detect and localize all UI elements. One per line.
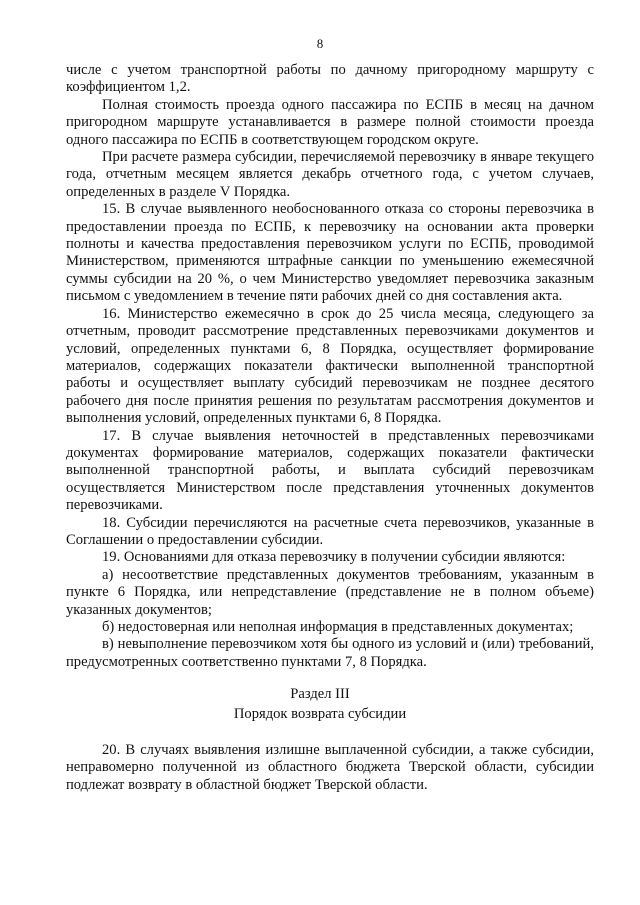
section-title: Порядок возврата субсидии [233, 706, 407, 722]
paragraph-full-fare: Полная стоимость проезда одного пассажира по ЕСПБ в месяц на дачном пригородном маршруте устанавливается в размере полной стоимости проезда одного пассажира по ЕСПБ в соответствующем городском округе. [66, 96, 594, 148]
section-body [66, 742, 594, 794]
clause-20: 20. В случаях выявления излишне выплаченной субсидии, а также субсидии, неправомерно полученной из областного бюджета Тверской области, субсидии подлежат возврату в областной бюджет Тверской области. [66, 742, 594, 793]
clause-19: 19. Основаниями для отказа перевозчику в получении субсидии являются: [102, 549, 566, 566]
page-number: 8 [316, 36, 324, 51]
clause-19-c: в) невыполнение перевозчиком хотя бы одного из условий и (или) требований, предусмотренных соответственно пунктами 7, 8 Порядка. [66, 636, 594, 670]
clause-16: 16. Министерство ежемесячно в срок до 25 числа месяца, следующего за отчетным, проводит рассмотрение представленных перевозчиками документов и условий, определенных пунктами 6, 8 Порядка, осуществляет формирование материалов, содержащих показатели фактически выполненной транспортной работы и осуществляет выплату субсидий перевозчикам не позднее десятого рабочего дня после принятия решения по результатам рассмотрения документов и выполнения условий, определенных пунктами 6, 8 Порядка. [66, 305, 594, 427]
paragraph-continuation: числе с учетом транспортной работы по дачному пригородному маршруту с коэффициентом 1,2. [66, 62, 594, 96]
clause-18: 18. Субсидии перечисляются на расчетные счета перевозчиков, указанные в Соглашении о предоставлении субсидии. [66, 514, 594, 548]
clause-17: 17. В случае выявления неточностей в представленных перевозчиками документах формирование материалов, содержащих показатели фактически выполненной транспортной работы, и выплата субсидий перевозчикам осуществляется Министерством после представления уточненных документов перевозчиками. [66, 427, 594, 514]
body-text [66, 62, 594, 671]
section-label: Раздел III [290, 686, 350, 702]
paragraph-january-subsidy: При расчете размера субсидии, перечисляемой перевозчику в январе текущего года, отчетным месяцем является декабрь отчетного года, с учетом случаев, определенных в разделе V Порядка. [66, 149, 594, 200]
clause-15: 15. В случае выявленного необоснованного отказа со стороны перевозчика в предоставлении проезда по ЕСПБ, к перевозчику на основании акта проверки полноты и качества предоставления перевозчиком услуги по ЕСПБ, проводимой Министерством, применяются штрафные санкции по уменьшению ежемесячной суммы субсидии на 20 %, о чем Министерство уведомляет перевозчика заказным письмом с уведомлением в течение пяти рабочих дней со дня составления акта. [66, 201, 594, 305]
clause-19-b: б) недостоверная или неполная информация в представленных документах; [102, 619, 574, 635]
clause-19-a: а) несоответствие представленных документов требованиям, указанным в пункте 6 Порядка, или непредставление (представление не в полном объеме) указанных документов; [66, 566, 594, 618]
